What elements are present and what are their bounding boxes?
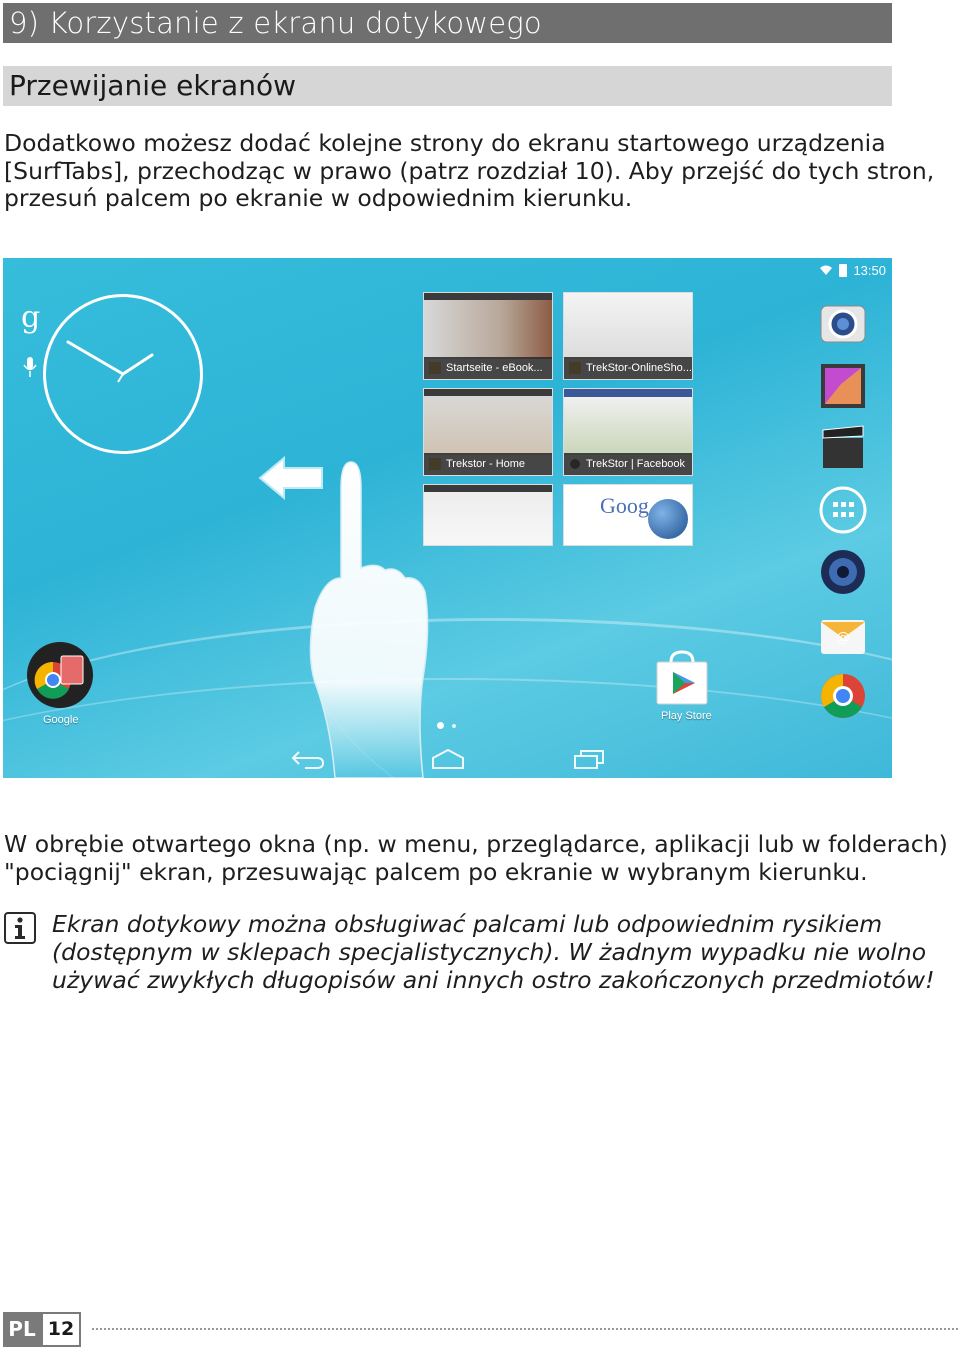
chrome-icon[interactable] — [817, 670, 869, 722]
body-line: "pociągnij" ekran, przesuwając palcem po ekranie w wybranym kierunku. — [4, 858, 868, 886]
video-icon[interactable] — [817, 422, 869, 474]
battery-icon — [839, 264, 847, 277]
music-icon[interactable] — [817, 546, 869, 598]
page-indicator — [437, 722, 456, 729]
safety-note — [52, 910, 935, 994]
folder-label: Google — [43, 714, 79, 726]
thumbnail-label: TrekStor | Facebook — [564, 453, 692, 475]
svg-text:@: @ — [836, 630, 850, 646]
hand-gesture-icon — [305, 458, 435, 778]
intro-line: [SurfTabs], przechodząc w prawo (patrz rozdział 10). Aby przejść do tych stron, — [4, 156, 935, 185]
play-store-icon[interactable] — [653, 650, 711, 706]
analog-clock — [43, 294, 203, 454]
status-bar — [819, 262, 886, 278]
home-button-icon[interactable] — [431, 748, 465, 770]
globe-icon — [648, 499, 688, 539]
browser-tab-thumbnail[interactable] — [563, 292, 693, 380]
info-icon — [4, 912, 36, 944]
intro-paragraph — [4, 129, 935, 213]
thumbnail-label: Trekstor - Home — [424, 453, 552, 475]
back-button-icon[interactable] — [291, 748, 327, 770]
tablet-screenshot — [3, 258, 892, 778]
body-line: W obrębie otwartego okna (np. w menu, przeglądarce, aplikacji lub w folderach) — [4, 830, 948, 858]
footer-divider — [92, 1328, 958, 1330]
browser-tab-thumbnail[interactable] — [563, 484, 693, 546]
intro-line: przesuń palcem po ekranie w odpowiednim kierunku. — [4, 184, 633, 212]
microphone-icon — [23, 356, 37, 378]
google-search-icon: g — [21, 300, 41, 335]
thumbnail-label: Startseite - eBook... — [424, 357, 552, 379]
wifi-icon — [819, 264, 833, 276]
play-store-label: Play Store — [661, 710, 712, 722]
browser-tab-thumbnail[interactable] — [423, 388, 553, 476]
browser-tab-thumbnail[interactable] — [423, 484, 553, 546]
note-line: Ekran dotykowy można obsługiwać palcami lub odpowiednim rysikiem — [52, 910, 883, 938]
google-logo-text: Goog — [600, 493, 649, 518]
thumbnail-label: TrekStor-OnlineSho... — [564, 357, 692, 379]
note-line: używać zwykłych długopisów ani innych ostro zakończonych przedmiotów! — [52, 966, 935, 994]
note-line: (dostępnym w sklepach specjalistycznych). W żadnym wypadku nie wolno — [52, 938, 927, 966]
browser-tab-thumbnail[interactable] — [563, 388, 693, 476]
intro-line: Dodatkowo możesz dodać kolejne strony do ekranu startowego urządzenia — [4, 129, 886, 157]
status-time: 13:50 — [853, 262, 886, 278]
apps-icon[interactable] — [817, 484, 869, 536]
body-paragraph — [4, 830, 948, 886]
section-title: Przewijanie ekranów — [3, 66, 892, 106]
camera-icon[interactable] — [817, 298, 869, 350]
clock-hands-icon — [46, 297, 200, 451]
browser-tab-thumbnail[interactable] — [423, 292, 553, 380]
email-icon[interactable] — [817, 608, 869, 660]
chapter-title: 9) Korzystanie z ekranu dotykowego — [3, 3, 892, 43]
gallery-icon[interactable] — [817, 360, 869, 412]
page-number: 12 — [41, 1312, 81, 1347]
recent-apps-button-icon[interactable] — [573, 748, 607, 770]
footer-language: PL — [3, 1312, 41, 1347]
google-folder-icon[interactable] — [27, 642, 93, 708]
